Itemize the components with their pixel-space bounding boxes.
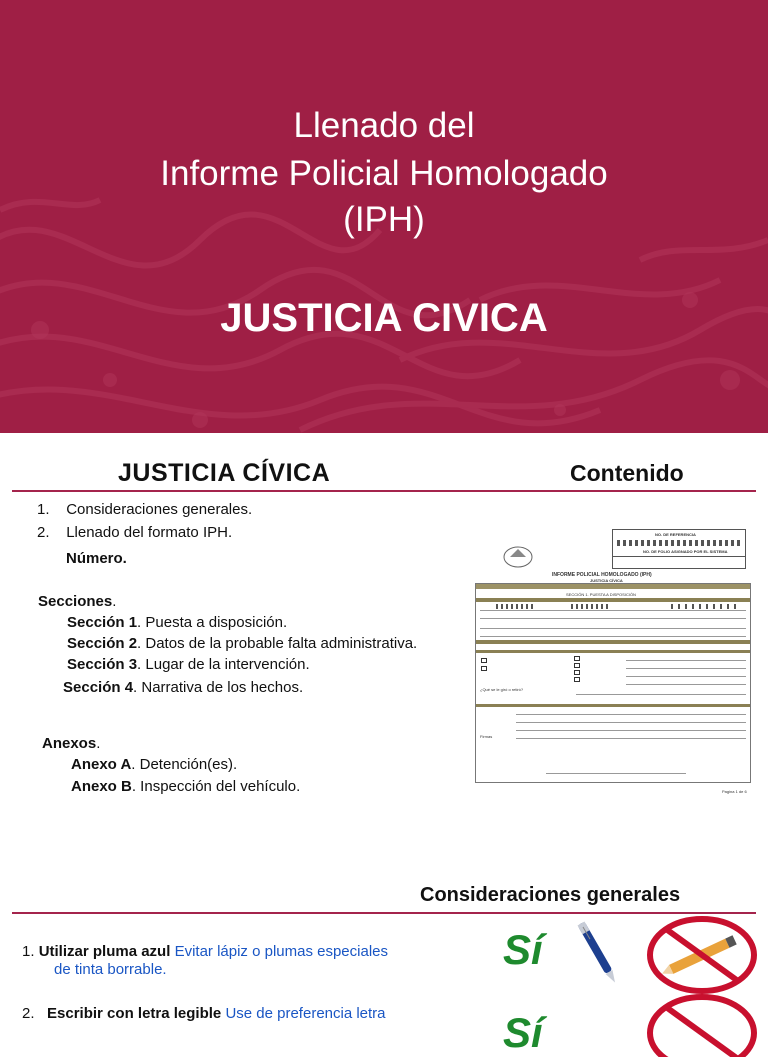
form-section-1: SECCIÓN 1. PUESTA A DISPOSICIÓN bbox=[566, 592, 636, 597]
yes-label: Sí bbox=[503, 1009, 543, 1056]
anexo-item bbox=[71, 778, 300, 795]
numero-label: Número. bbox=[66, 550, 127, 567]
form-rule bbox=[516, 714, 746, 715]
checkbox-icon bbox=[574, 663, 580, 668]
seccion-label: Sección 2 bbox=[67, 635, 138, 652]
form-rule bbox=[480, 610, 746, 611]
anexo-label: Anexo B bbox=[71, 778, 132, 795]
form-rule bbox=[516, 738, 746, 739]
considerations-slide bbox=[0, 871, 768, 1056]
consideration-item bbox=[22, 1005, 386, 1022]
form-rule bbox=[626, 676, 746, 677]
pen-icon bbox=[573, 917, 623, 989]
form-rule bbox=[480, 628, 746, 629]
consideration-item bbox=[22, 943, 388, 960]
seccion-item bbox=[67, 656, 310, 673]
form-rule bbox=[546, 773, 686, 774]
secciones-label: Secciones bbox=[38, 593, 113, 610]
form-digits bbox=[571, 604, 611, 609]
form-firmas: Firmas bbox=[480, 734, 493, 739]
form-rule bbox=[626, 684, 746, 685]
slide-title: JUSTICIA CÍVICA bbox=[118, 459, 331, 487]
yes-label: Sí bbox=[503, 926, 543, 973]
checkbox-icon bbox=[481, 666, 487, 671]
header-rule bbox=[12, 912, 756, 914]
form-subtitle: JUSTICIA CÍVICA bbox=[590, 578, 623, 583]
form-band bbox=[476, 584, 750, 589]
header-rule bbox=[12, 490, 756, 492]
anexos-dot: . bbox=[96, 735, 101, 752]
reference-box bbox=[612, 529, 746, 557]
seccion-label: Sección 1 bbox=[67, 614, 138, 631]
title-line-2: Informe Policial Homologado bbox=[160, 154, 608, 193]
slide-heading: Contenido bbox=[570, 460, 684, 486]
list-item bbox=[37, 501, 252, 518]
checkbox-icon bbox=[574, 656, 580, 661]
folio-label: NO. DE FOLIO ASIGNADO POR EL SISTEMA bbox=[643, 549, 728, 554]
form-band bbox=[476, 650, 750, 653]
checkbox-icon bbox=[574, 670, 580, 675]
anexo-item bbox=[71, 756, 237, 773]
anexo-text: . Inspección del vehículo. bbox=[131, 778, 301, 795]
list-item bbox=[37, 524, 232, 541]
folio-box bbox=[612, 557, 746, 569]
seccion-item bbox=[67, 635, 417, 652]
form-question: ¿Qué se le giró o retiró? bbox=[480, 687, 524, 692]
anexos-label: Anexos bbox=[42, 735, 97, 752]
secciones-heading bbox=[38, 593, 116, 610]
item-number: 1. bbox=[22, 943, 35, 960]
seccion-text: . Puesta a disposición. bbox=[137, 614, 288, 631]
anexo-text: . Detención(es). bbox=[131, 756, 238, 773]
title-line-3: (IPH) bbox=[343, 200, 425, 239]
form-rule bbox=[626, 660, 746, 661]
form-band bbox=[476, 640, 750, 644]
form-digits bbox=[671, 604, 741, 609]
form-rule bbox=[480, 636, 746, 637]
anexos-heading bbox=[42, 735, 100, 752]
secciones-dot: . bbox=[112, 593, 117, 610]
item-title: Utilizar pluma azul bbox=[38, 943, 171, 960]
seccion-label: Sección 4 bbox=[63, 679, 134, 696]
item-title: Escribir con letra legible bbox=[47, 1005, 222, 1022]
form-band bbox=[476, 598, 750, 602]
contents-slide bbox=[0, 433, 768, 871]
reference-digits bbox=[617, 540, 743, 546]
slide-subtitle: JUSTICIA CIVICA bbox=[220, 296, 548, 340]
checkbox-icon bbox=[481, 658, 487, 663]
item-detail: Use de preferencia letra bbox=[225, 1005, 386, 1022]
form-band bbox=[476, 704, 750, 707]
form-body bbox=[475, 583, 751, 783]
form-rule bbox=[576, 694, 746, 695]
list-text: Llenado del formato IPH. bbox=[66, 524, 233, 541]
form-rule bbox=[516, 722, 746, 723]
seccion-text: . Lugar de la intervención. bbox=[137, 656, 310, 673]
title-slide bbox=[0, 0, 768, 433]
item-number: 2. bbox=[22, 1005, 35, 1022]
list-text: Consideraciones generales. bbox=[66, 501, 253, 518]
seccion-item bbox=[63, 679, 303, 696]
form-rule bbox=[480, 618, 746, 619]
item-detail-cont: de tinta borrable. bbox=[54, 961, 167, 978]
title-line-1: Llenado del bbox=[293, 106, 475, 145]
list-number: 2. bbox=[37, 524, 50, 541]
form-rule bbox=[516, 730, 746, 731]
no-sign-icon bbox=[646, 993, 758, 1033]
seccion-label: Sección 3 bbox=[67, 656, 138, 673]
seccion-text: . Narrativa de los hechos. bbox=[133, 679, 304, 696]
reference-label: NO. DE REFERENCIA bbox=[655, 532, 696, 537]
seccion-item bbox=[67, 614, 287, 631]
checkbox-icon bbox=[574, 677, 580, 682]
form-digits bbox=[496, 604, 536, 609]
no-pencil-icon bbox=[646, 915, 758, 995]
list-number: 1. bbox=[37, 501, 50, 518]
anexo-label: Anexo A bbox=[71, 756, 132, 773]
form-page-note: Pagina 1 de 6 bbox=[722, 789, 747, 794]
form-rule bbox=[626, 668, 746, 669]
form-title: INFORME POLICIAL HOMOLOGADO (IPH) bbox=[552, 572, 652, 578]
item-detail: Evitar lápiz o plumas especiales bbox=[174, 943, 388, 960]
slide-title: Consideraciones generales bbox=[420, 884, 681, 906]
coat-of-arms-icon bbox=[498, 543, 538, 569]
seccion-text: . Datos de la probable falta administrativa. bbox=[137, 635, 418, 652]
